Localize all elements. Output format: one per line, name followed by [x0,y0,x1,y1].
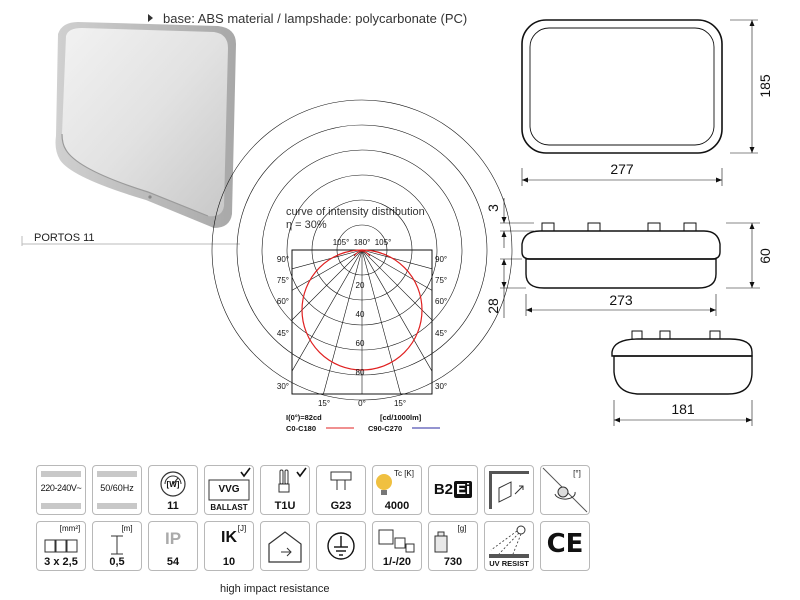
dim-thickness: 3 [485,204,501,212]
radial-label-80: 80 [355,368,365,377]
angle-label-bottom-right: 15° [393,399,407,408]
dim-width-top: 277 [610,161,634,177]
ip-badge [148,521,198,571]
socket-value: G23 [330,500,352,512]
sun-icon [517,526,525,534]
angle-label-right-90: 90° [435,255,448,264]
color-temp-unit: Tc [K] [393,469,414,478]
legend-c0-label: C0-C180 [286,424,317,433]
color-temp-value: 4000 [384,500,410,512]
mount-surface-icon [499,482,511,502]
lamp-type-badge [260,465,310,515]
ik-badge [204,521,254,571]
cable-length-icon [111,536,123,554]
dim-width-end: 181 [671,401,695,417]
ballast-type: VVG [218,484,240,495]
power-badge [148,465,198,515]
product-name: PORTOS 11 [34,232,95,244]
weight-unit: [g] [457,524,467,533]
dim-height-side: 60 [757,248,773,264]
legend-c90-label: C90-C270 [368,424,403,433]
rotation-angle-badge [540,465,590,515]
uv-resist-text: UV RESIST [489,559,529,568]
flammability-b2: B2 [433,481,453,498]
flammability-ei: Ei [456,481,471,498]
arrow-icon [515,486,523,494]
weight-badge [428,521,478,571]
house-icon [269,532,301,562]
cable-value: 3 x 2,5 [44,556,78,568]
intensity-unit: [cd/1000lm] [380,413,422,422]
intensity-curve-title [286,206,425,232]
dim-height-top: 185 [757,74,773,98]
angle-label-right-60: 60° [435,297,448,306]
angle-label-left-30: 30° [276,382,289,391]
mounting-badge [484,465,534,515]
lamp-icon [279,470,289,492]
angle-unit: [°] [573,469,581,478]
ik-prefix: IK [221,529,237,546]
length-unit: [m] [121,524,133,533]
length-value: 0,5 [109,556,125,568]
angle-label-left-45: 45° [276,329,289,338]
ballast-badge [204,465,254,515]
frequency-badge [92,465,142,515]
cable-length-badge [92,521,142,571]
intensity-value: I(0°)=82cd [286,413,322,422]
ik-unit: [J] [237,524,247,533]
radial-label-40: 40 [355,310,365,319]
socket-badge [316,465,366,515]
uv-resist-badge [484,521,534,571]
socket-icon [331,472,351,490]
angle-label-bottom-center: 0° [358,399,366,408]
terminal-icon [45,540,77,552]
ik-value: 10 [222,556,236,568]
power-unit: [W] [166,480,180,489]
ip-value: 54 [166,556,180,568]
ce-mark: CE [546,529,584,559]
efficiency-text: η = 30% [286,219,327,231]
dim-base-side: 28 [485,298,501,314]
angle-label-top-center: 180° [353,238,371,247]
lamp-type-value: T1U [274,500,296,512]
cable-unit: [mm²] [59,524,81,533]
angle-label-left-90: 90° [276,255,289,264]
angle-label-top-left: 105° [332,238,350,247]
angle-label-left-60: 60° [276,297,289,306]
angle-label-top-right: 105° [374,238,392,247]
check-icon-2 [297,468,306,476]
voltage-badge [36,465,86,515]
power-value: 11 [167,500,179,512]
technical-drawings [485,0,800,445]
flammability-class [429,481,477,498]
ip-prefix: IP [164,529,182,548]
package-badge [372,521,422,571]
angle-label-right-30: 30° [435,382,448,391]
color-temp-badge [372,465,422,515]
polar-diagram [262,234,462,439]
ground-badge [316,521,366,571]
angle-label-left-75: 75° [276,276,289,285]
weight-value: 730 [443,556,463,568]
angle-label-bottom-left: 15° [317,399,331,408]
product-photo [0,0,240,246]
feature-note: high impact resistance [220,583,330,595]
angle-label-right-75: 75° [435,276,448,285]
box-icon [379,530,414,552]
frequency-text: 50/60Hz [100,483,134,493]
ce-badge [540,521,590,571]
material-text: base: ABS material / lampshade: polycarbonate (PC) [163,11,468,26]
indoor-use-badge [260,521,310,571]
angle-label-right-45: 45° [435,329,448,338]
curve-title-text: curve of intensity distribution [286,206,425,218]
cable-badge [36,521,86,571]
package-value: 1/-/20 [382,556,412,568]
ballast-label: BALLAST [210,503,248,512]
radial-label-20: 20 [355,281,365,290]
check-icon [241,468,250,476]
flammability-badge [428,465,478,515]
voltage-text: 220-240V~ [40,483,82,493]
dim-width-side: 273 [609,292,633,308]
weight-icon [435,532,447,552]
radial-label-60: 60 [355,339,365,348]
